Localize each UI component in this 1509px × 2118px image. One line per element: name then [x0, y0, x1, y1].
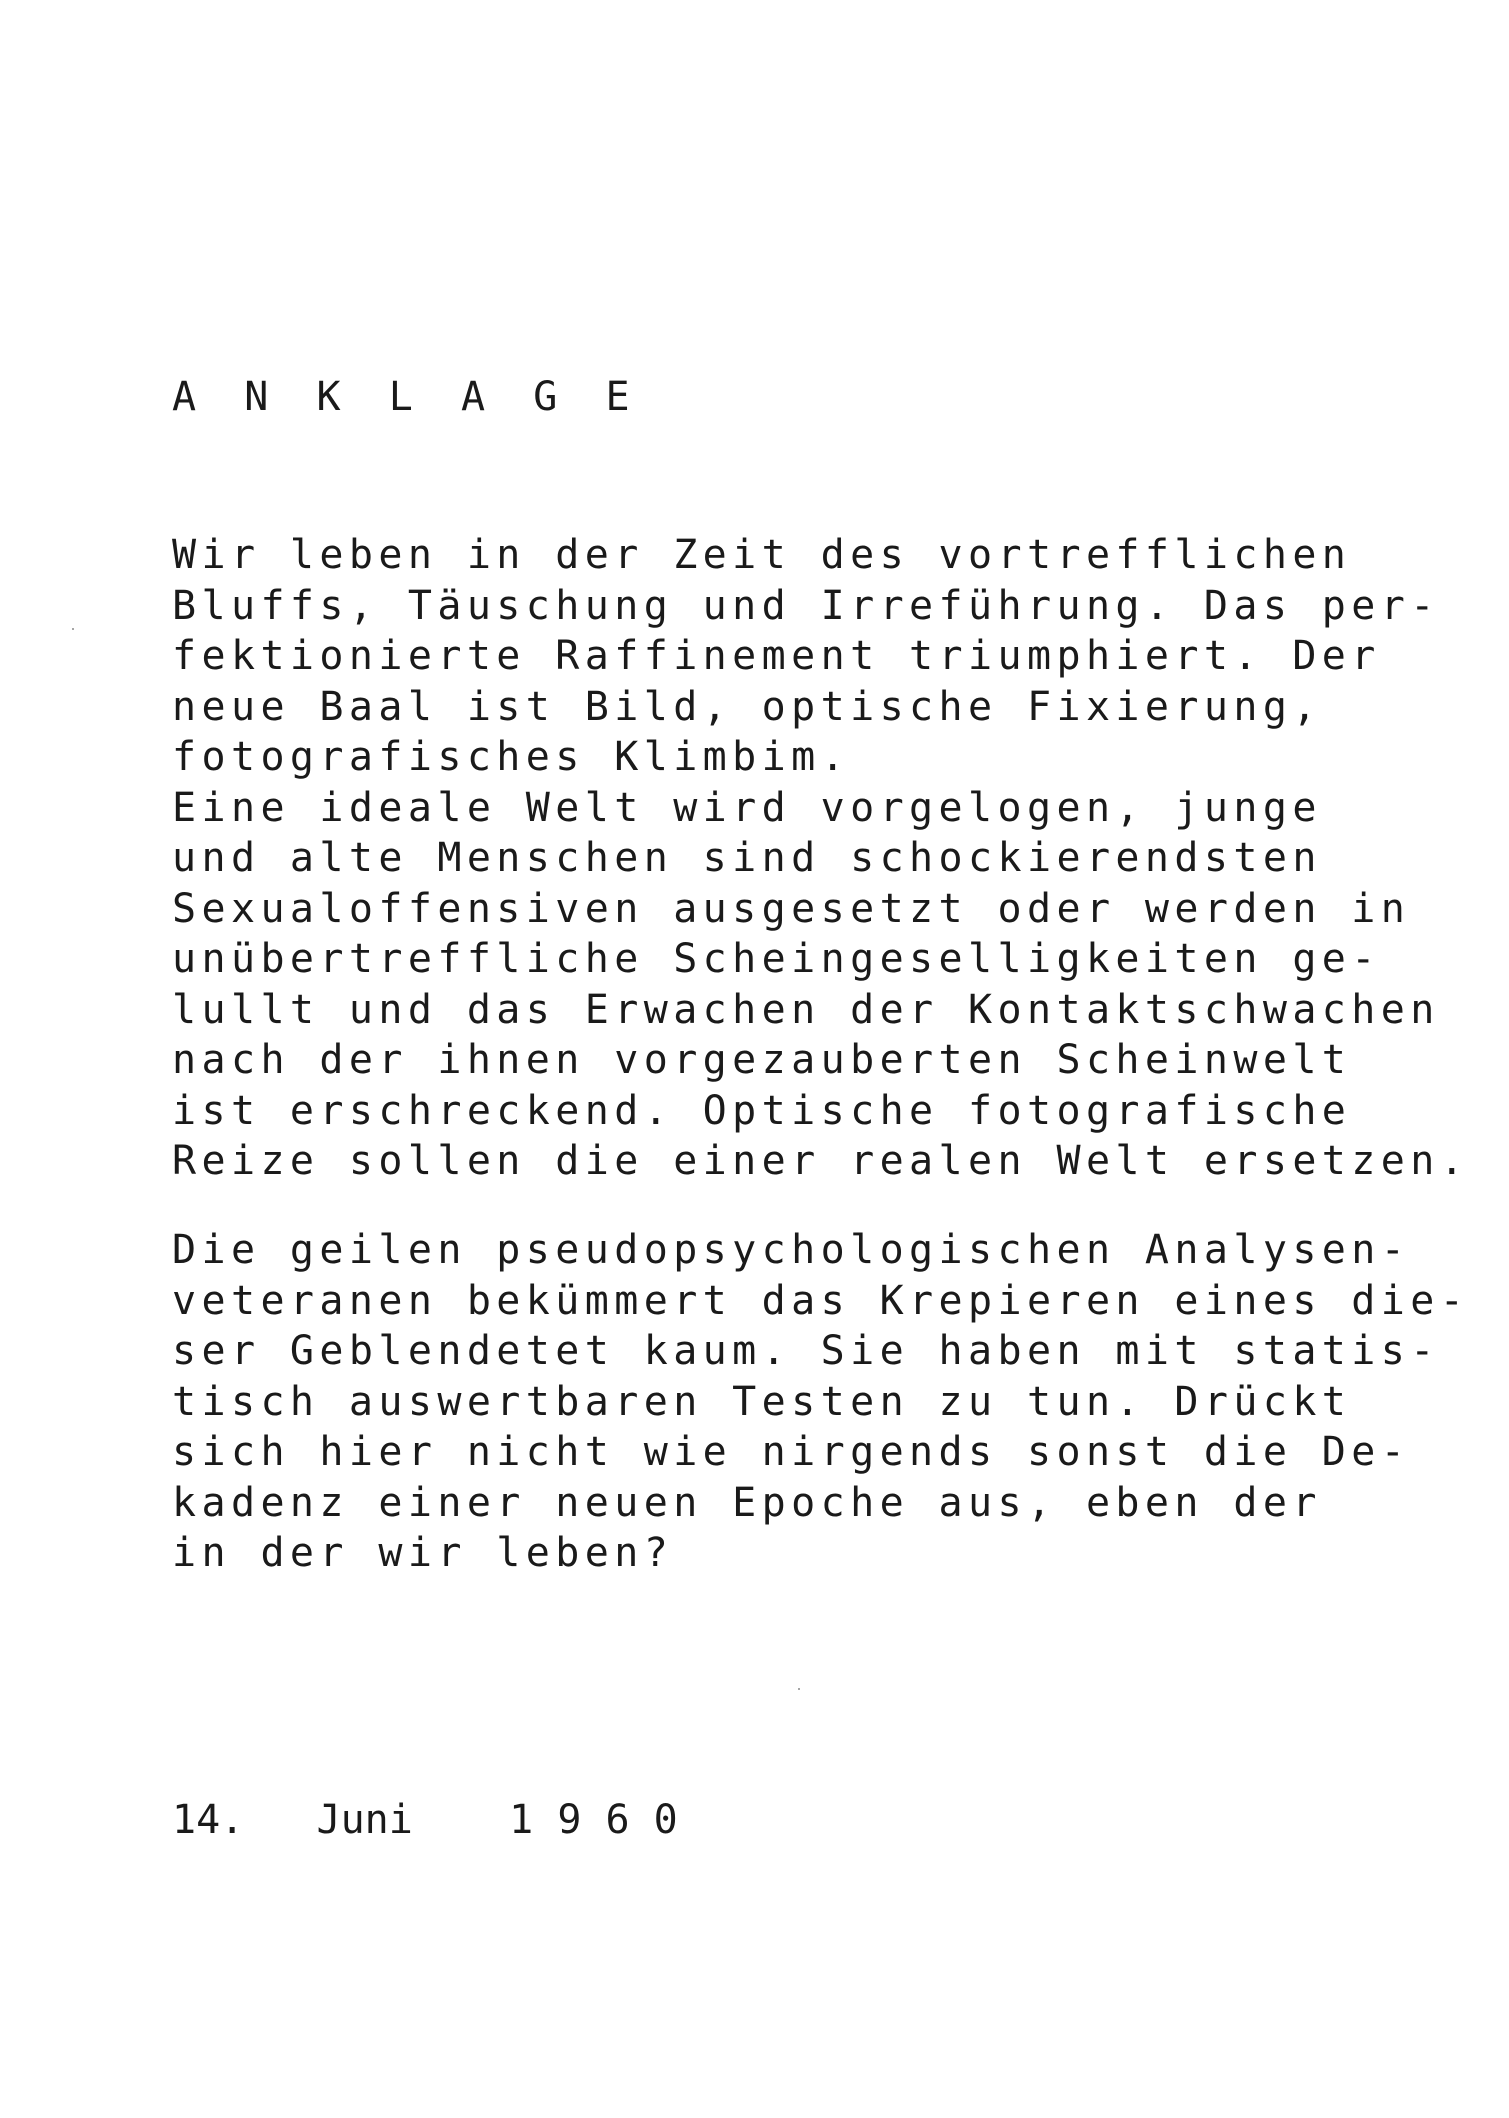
text-line: in der wir leben? [172, 1530, 674, 1576]
paragraph-2 [172, 1225, 1469, 1579]
paper-speck [72, 628, 74, 630]
paragraph-1 [172, 530, 1469, 1187]
document-title: A N K L A G E [172, 374, 630, 420]
text-line: fektionierte Raffinement triumphiert. Der [172, 633, 1381, 679]
text-line: Die geilen pseudopsychologischen Analysen- [172, 1227, 1411, 1273]
text-line: nach der ihnen vorgezauberten Scheinwelt [172, 1037, 1352, 1083]
paper-speck [798, 1688, 800, 1690]
text-line: lullt und das Erwachen der Kontaktschwachen [172, 986, 1440, 1033]
text-line: kadenz einer neuen Epoche aus, eben der [172, 1479, 1322, 1526]
text-line: neue Baal ist Bild, optische Fixierung, [172, 683, 1322, 730]
text-line: Reize sollen die einer realen Welt ersetzen. [172, 1138, 1470, 1184]
text-line: tisch auswertbaren Testen zu tun. Drückt [172, 1378, 1352, 1425]
document-date: 14. Juni 1 9 6 0 [172, 1797, 678, 1843]
text-line: Sexualoffensiven ausgesetzt oder werden in [172, 885, 1411, 932]
text-line: ser Geblendetet kaum. Sie haben mit statis- [172, 1328, 1440, 1374]
text-line: und alte Menschen sind schockierendsten [172, 835, 1322, 881]
text-line: Wir leben in der Zeit des vortrefflichen [172, 532, 1352, 578]
text-line: sich hier nicht wie nirgends sonst die De- [172, 1429, 1411, 1475]
text-line: unübertreffliche Scheingeselligkeiten ge- [172, 936, 1381, 982]
text-line: Eine ideale Welt wird vorgelogen, junge [172, 784, 1322, 831]
text-line: veteranen bekümmert das Krepieren eines die- [172, 1277, 1470, 1324]
text-line: fotografisches Klimbim. [172, 734, 851, 780]
text-line: Bluffs, Täuschung und Irreführung. Das per- [172, 582, 1440, 629]
text-line: ist erschreckend. Optische fotografische [172, 1087, 1352, 1134]
